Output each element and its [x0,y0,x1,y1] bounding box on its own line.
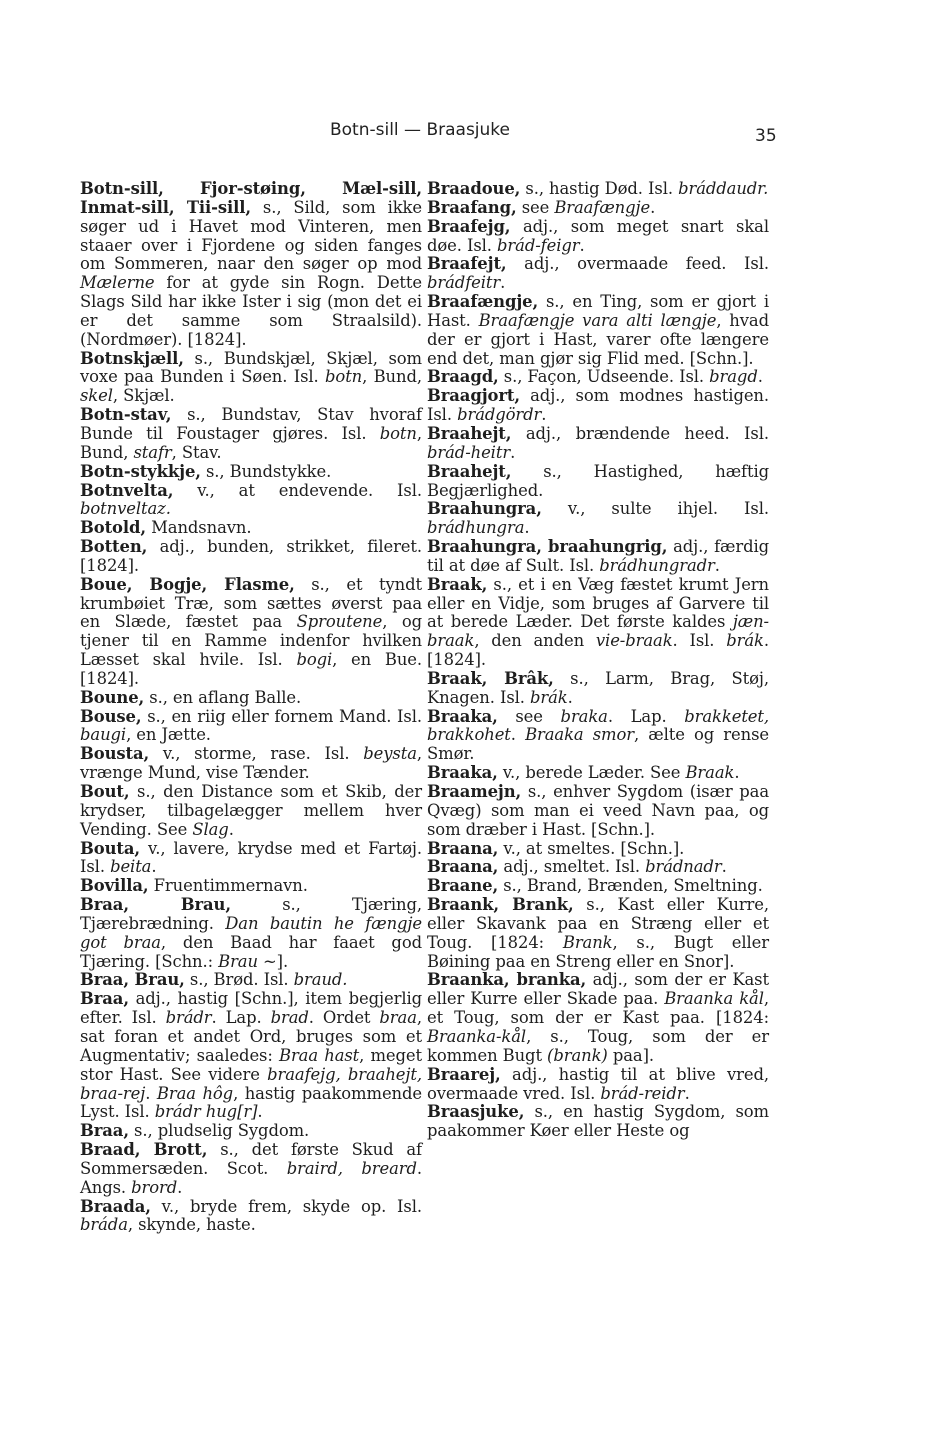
headword: Braagjort, [427,386,520,406]
headword: Boune, [80,687,145,707]
italic-term: botnveltaz. [80,499,171,519]
headword: Braada, [80,1196,151,1216]
italic-term: brádhungra [427,518,525,538]
definition-text: adj., brændende heed. Isl. [511,423,769,443]
dictionary-entry [427,368,769,387]
dictionary-entry [427,708,769,765]
headword: Braak, Brâk, [427,668,554,688]
definition-text: . [500,273,506,293]
headword: Braank, Brank, [427,895,574,915]
italic-term: brák [530,687,568,707]
definition-text: , Stav. [171,442,222,462]
definition-text: s., en Ting, som er gjort i Hast. [427,292,769,330]
definition-text: for at gyde sin Rogn. Dette Slags Sild har ikke Ister i sig (mon det ei er det samme som Straalsild). (Nordmøer). [1824]. [80,273,422,349]
italic-term: Brau [218,951,258,971]
definition-text: . Ordet [308,1008,380,1028]
definition-text: , hastig paakommende Lyst. Isl. [80,1083,422,1122]
definition-text: s., Façon, Udseende. Isl. [498,367,710,387]
definition-text: . Isl. [672,631,727,651]
headword: Braasjuke, [427,1102,525,1122]
definition-text: v., at smeltes. [Schn.]. [498,838,685,858]
definition-text: s., Bundskjæl, Skjæl, som voxe paa Bunden i Søen. Isl. [80,348,422,387]
italic-term: Mælerne [80,273,155,293]
definition-text: s., pludselig Sygdom. [128,1121,310,1141]
definition-text: adj., færdig til at døe af Sult. Isl. [427,537,769,575]
headword: Botnskjæll, [80,348,184,368]
italic-term: Braaka smor [525,725,635,745]
definition-text: paa]. [607,1045,654,1065]
headword: Botn-stav, [80,405,172,425]
definition-text: . [151,857,157,877]
definition-text: v., lavere, krydse med et Fartøj. Isl. [80,838,422,877]
definition-text: . [721,857,727,877]
italic-term: (brank) [547,1045,608,1065]
definition-text: adj., hastig [Schn.], item begjerlig efter. Isl. [80,989,422,1028]
definition-text: . [177,1177,183,1197]
italic-term: Braanka kål [664,989,764,1009]
definition-text: . [145,1083,157,1103]
headword: Bouse, [80,706,142,726]
headword: Braad, Brott, [80,1140,208,1160]
dictionary-entry [80,877,422,896]
dictionary-entry [427,218,769,256]
definition-text: . Lap. [607,706,685,726]
definition-text: s., Tjæring, Tjærebrædning. [80,895,422,933]
definition-text: . [228,819,234,839]
headword: Bovilla, [80,876,149,896]
dictionary-entry [427,538,769,576]
italic-term: braa [379,1008,417,1028]
definition-text: v., berede Læder. See [497,763,686,783]
definition-text: . Angs. [80,1158,422,1197]
dictionary-entry [427,463,769,501]
headword: Botn-sill, Fjor-støing, Mæl-sill, Inmat-sill, Tii-sill, [80,179,422,217]
definition-text: , meget stor Hast. See videre [80,1045,423,1084]
headword: Braaka, [427,706,498,726]
italic-term: jæn-braak [427,612,769,651]
dictionary-entry [427,576,769,670]
italic-term: bragd [709,367,758,387]
right-column [427,180,769,1141]
definition-text: , s., Bugt eller Bøining paa en Streng eller en Snor]. [427,932,769,971]
definition-text: v., sulte ihjel. Isl. [541,499,769,519]
definition-text: s., Larm, Brag, Støj, Knagen. Isl. [427,668,769,707]
italic-term: Dan bautin he fængje got braa [80,913,422,952]
headword: Braafængje, [427,292,539,312]
italic-term: Braafængje [554,197,651,217]
headword: Braafejg, [427,216,511,236]
headword: Botold, [80,518,146,538]
definition-text: adj., bunden, strikket, fileret. [1824]. [80,537,422,575]
definition-text: s., en riig eller fornem Mand. Isl. [141,706,422,726]
dictionary-entry [80,971,422,990]
italic-term: brad [270,1008,309,1028]
definition-text: ~]. [257,951,289,971]
headword: Boue, Bogje, Flasme, [80,574,295,594]
dictionary-entry [80,1198,422,1236]
italic-term: Slag [192,819,229,839]
definition-text: , ælte og rense Smør. [427,725,769,764]
italic-term: brád-feigr [497,235,580,255]
italic-term: braud. [293,970,348,990]
definition-text: , sat foran et andet Ord, bruges som et Augmentativ; saaledes: [80,1008,422,1065]
dictionary-entry [80,576,422,689]
definition-text: , et Toug, som der er Kast paa. [1824: [427,989,769,1028]
definition-text: , den Baad har faaet god Tjæring. [Schn.: [80,932,422,971]
headword: Braa, [80,1121,129,1141]
headword: Braane, [427,876,499,896]
definition-text: v., bryde frem, skyde op. Isl. [150,1196,422,1216]
dictionary-entry [427,764,769,783]
dictionary-entry [80,406,422,463]
definition-text: . [579,235,585,255]
definition-text: s., Kast eller Kurre, eller Skavank paa en Stræng eller et Toug. [1824: [427,895,769,952]
italic-term: brakketet, brakkohet [427,706,769,745]
dictionary-entry [427,971,769,1065]
dictionary-entry [427,858,769,877]
dictionary-entry [427,293,769,368]
definition-text: . Lap. [211,1008,271,1028]
headword: Braahejt, [427,461,512,481]
definition-text: Fruentimmernavn. [148,876,308,896]
definition-text: v., at endevende. Isl. [173,480,422,500]
italic-term: Braafængje vara alti længje [478,310,717,330]
definition-text: s., Bundstav, Stav hvoraf Bunde til Foustager gjøres. Isl. [80,405,422,443]
definition-text: . [757,367,763,387]
definition-text: see [516,197,555,217]
dictionary-entry [80,1141,422,1198]
page-number: 35 [755,126,777,146]
italic-term: brádr [165,1008,212,1028]
dictionary-entry [427,500,769,538]
definition-text: adj., overmaade feed. Isl. [506,254,769,274]
italic-term: brord [131,1177,178,1197]
headword: Braahejt, [427,423,512,443]
dictionary-entry [80,783,422,840]
italic-term: brádfeitr [427,273,501,293]
definition-text: , den anden [474,631,596,651]
dictionary-entry [427,1066,769,1104]
dictionary-entry [80,350,422,407]
dictionary-entry [427,180,769,199]
dictionary-entry [80,538,422,576]
dictionary-entry [80,708,422,746]
headword: Braagd, [427,367,499,387]
italic-term: brádnadr [645,857,722,877]
headword: Bousta, [80,744,150,764]
definition-text: , skynde, haste. [127,1215,256,1235]
definition-text: s., en aflang Balle. [144,687,302,707]
definition-text: adj., som modnes hastigen. Isl. [427,386,769,425]
italic-term: brádhungradr [599,555,715,575]
definition-text: v., storme, rase. Isl. [149,744,364,764]
definition-text: s., et tyndt krumbøiet Træ, som sættes øverst paa en Slæde, fæstet paa [80,574,422,632]
italic-term: brádr hug[r] [154,1102,258,1122]
definition-text: see [497,706,561,726]
definition-text: s., et i en Væg fæstet krumt Jern eller en Vidje, som bruges af Garvere til at berede Læder. Det første kaldes [427,574,769,632]
definition-text: . [524,518,530,538]
definition-text: s., Brød. Isl. [184,970,294,990]
italic-term: brád-heitr [427,442,511,462]
left-column [80,180,422,1235]
italic-term: brák [726,631,764,651]
definition-text: s., Brand, Brænden, Smeltning. [498,876,763,896]
definition-text: s., en hastig Sygdom, som paakommer Køer eller Heste og [427,1102,769,1141]
dictionary-entry [427,199,769,218]
dictionary-entry [427,670,769,708]
headword: Bout, [80,782,130,801]
definition-text: . [567,687,573,707]
italic-term: bráddaudr. [678,179,769,198]
headword: Botten, [80,537,148,557]
italic-term: skel [80,386,113,406]
headword: Braa, Brau, [80,895,231,915]
dictionary-entry [80,990,422,1122]
headword: Braaka, [427,763,498,783]
italic-term: Braa hast [279,1045,360,1065]
definition-text: adj., hastig til at blive vred, overmaade vred. Isl. [427,1064,769,1103]
headword: Botn-stykkje, [80,461,201,481]
italic-term: vie-braak [595,631,673,651]
headword: Braahungra, braahungrig, [427,537,668,557]
definition-text: s., hastig Død. Isl. [520,179,679,198]
definition-text: adj., som der er Kast eller Kurre eller Skade paa. [427,970,769,1009]
dictionary-entry [80,1122,422,1141]
italic-term: botn [325,367,363,387]
dictionary-entry [427,783,769,840]
headword: Braadoue, [427,179,521,198]
definition-text: s., det første Skud af Sommersæden. Scot. [80,1140,422,1178]
definition-text: . [650,197,656,217]
italic-term: braird, breard [286,1158,417,1178]
dictionary-entry [427,896,769,971]
definition-text: , Skjæl. [112,386,175,406]
definition-text: s., Hastighed, hæftig Begjærlighed. [427,461,769,500]
headword: Braafang, [427,197,517,217]
italic-term: Braa hôg [156,1083,234,1103]
italic-term: braafejg, braahejt, braa-rej [80,1064,422,1103]
italic-term: Braak [685,763,735,783]
definition-text: s., Bundstykke. [200,461,332,481]
definition-text: adj., som meget snart skal døe. Isl. [427,216,769,255]
running-header [0,120,925,146]
definition-text: adj., smeltet. Isl. [498,857,646,877]
definition-text: , s., Toug, som der er kommen Bugt [427,1026,769,1065]
italic-term: braka [560,706,608,726]
dictionary-entry [80,482,422,520]
italic-term: beita [110,857,152,877]
definition-text: , en Bue. [1824]. [80,650,423,688]
italic-term: brád-reidr [600,1083,685,1103]
dictionary-entry [80,896,422,971]
definition-text: Mandsnavn. [145,518,252,538]
dictionary-entry [427,840,769,859]
dictionary-entry [427,387,769,425]
headword: Braana, [427,838,499,858]
dictionary-entry [80,519,422,538]
headword: Braarej, [427,1064,501,1084]
italic-term: baugi [80,725,127,745]
dictionary-entry [427,1103,769,1141]
definition-text: s., den Distance som et Skib, der krydser, tilbagelægger mellem hver Vending. See [80,782,422,839]
definition-text: , hvad der er gjort i Hast, varer ofte længere end det, man gjør sig Flid med. [Schn.]. [427,310,769,368]
italic-term: Sproutene [296,612,383,632]
dictionary-entry [80,745,422,783]
definition-text: . [734,763,740,783]
italic-term: Braanka-kål [427,1026,527,1046]
definition-text: . [510,442,516,462]
headword: Bouta, [80,838,141,858]
dictionary-entry [427,877,769,896]
definition-text: . [714,555,720,575]
italic-term: bogi [296,650,333,670]
definition-text: , Bund, [80,423,422,462]
dictionary-entry [80,689,422,708]
italic-term: bráda [80,1215,128,1235]
dictionary-entry [427,255,769,293]
definition-text: s., Sild, som ikke søger ud i Havet mod Vinteren, men staaer over i Fjordene og siden fanges om Sommeren, naar den søger op mod [80,197,422,274]
headword: Braahungra, [427,499,542,519]
italic-term: Brank [562,932,613,952]
headword: Botnvelta, [80,480,174,500]
headword: Braa, [80,989,129,1009]
headword: Braak, [427,574,488,594]
italic-term: botn [379,423,417,443]
definition-text: . [541,405,547,425]
italic-term: brádgördr [457,405,542,425]
italic-term: stafr [133,442,172,462]
dictionary-entry [80,463,422,482]
headword: Braafejt, [427,254,507,274]
dictionary-entry [80,180,422,350]
dictionary-entry [80,840,422,878]
definition-text: , Bund, [362,367,422,387]
italic-term: beysta [363,744,417,764]
headword: Braanka, branka, [427,970,587,990]
definition-text: . [257,1102,263,1122]
definition-text: , og tjener til en Ramme indenfor hvilken Læsset skal hvile. Isl. [80,612,422,670]
definition-text: s., enhver Sygdom (især paa Qvæg) som man ei veed Navn paa, og som dræber i Hast. [Schn.]. [427,782,769,839]
headword: Braamejn, [427,782,522,801]
dictionary-entry [427,425,769,463]
definition-text: . [510,725,526,745]
headword: Braana, [427,857,499,877]
definition-text: , en Jætte. [126,725,211,745]
definition-text: . [1824]. [427,631,769,670]
headword: Braa, Brau, [80,970,185,990]
page-title: Botn-sill — Braasjuke [329,120,510,140]
definition-text: . [684,1083,690,1103]
definition-text: , vrænge Mund, vise Tænder. [80,744,422,783]
